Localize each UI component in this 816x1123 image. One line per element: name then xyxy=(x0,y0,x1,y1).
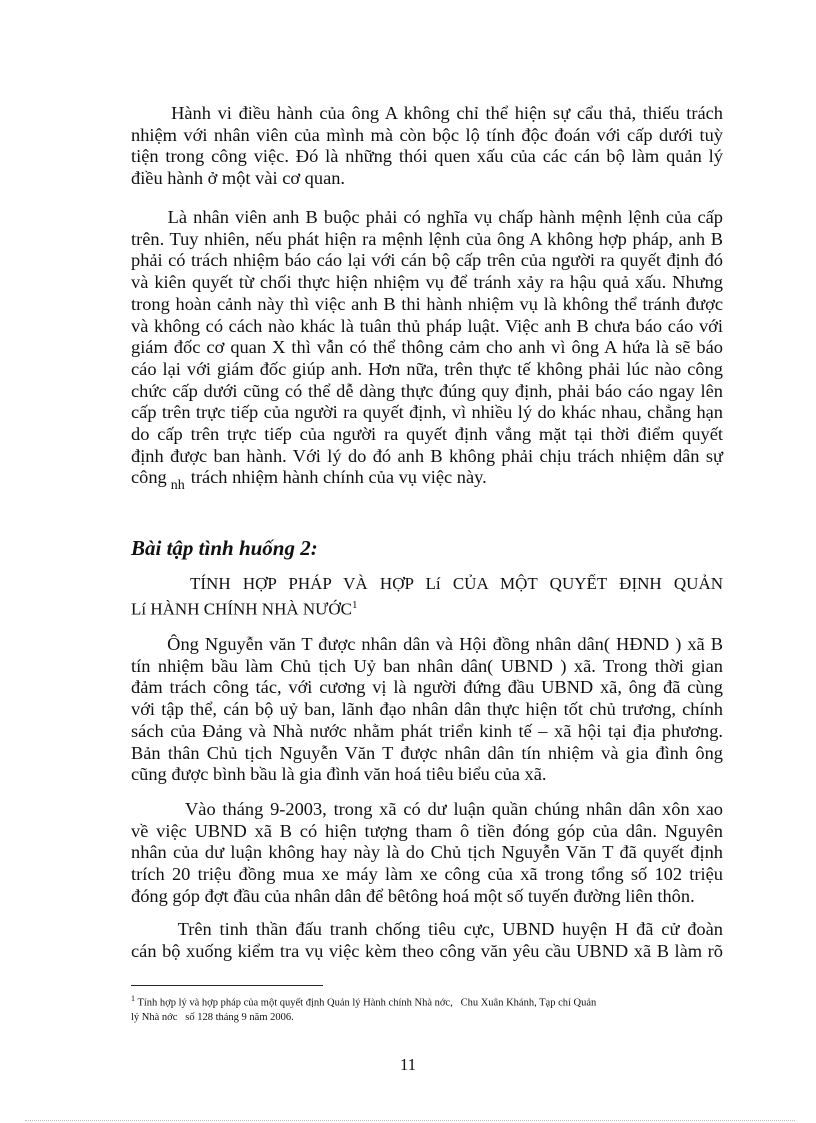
text-line: đóng góp đợt đầu của nhân dân để bêtông hoá một số tuyến đường liên thôn. xyxy=(131,885,695,906)
page-bottom-border xyxy=(25,1120,795,1121)
footnote-line xyxy=(131,992,731,1011)
text-line: định được ban hành. Với lý do đó anh B không phải chịu trách nhiệm dân sự xyxy=(131,445,723,466)
text-line: Trên tinh thần đấu tranh chống tiêu cực, UBND huyện H đã cử đoàn xyxy=(131,919,723,939)
text-line: Bản thân Chủ tịch Nguyễn Văn T được nhân dân tín nhiệm và gia đình ông xyxy=(131,742,723,763)
text-line: trên. Tuy nhiên, nếu phát hiện ra mệnh lệnh của ông A không hợp pháp, anh B xyxy=(131,228,723,249)
paragraph-2 xyxy=(131,207,723,494)
text-fragment: trách nhiệm hành chính của vụ việc này. xyxy=(190,467,487,488)
text-line: do cấp trên trực tiếp của người ra quyết định vắng mặt tại thời điểm quyết xyxy=(131,424,723,445)
text-line: nhiệm với nhân viên của mình mà còn bộc lộ tính độc đoán với cấp dưới tuỳ xyxy=(131,124,723,145)
paragraph-3 xyxy=(131,634,723,786)
text-line: Vào tháng 9-2003, trong xã có dư luận quần chúng nhân dân xôn xao xyxy=(131,799,723,819)
text-line: và kiên quyết từ chối thực hiện nhiệm vụ để tránh xảy ra hậu quả xấu. Nhưng xyxy=(131,272,723,293)
text-line: cấp trên trực tiếp của người ra quyết định, vì nhiều lý do khác nhau, chẳng hạn xyxy=(131,402,723,423)
text-line: và không có cách nào khác là tuân thủ pháp luật. Việc anh B chưa báo cáo với xyxy=(131,315,723,336)
text-line: Là nhân viên anh B buộc phải có nghĩa vụ chấp hành mệnh lệnh của cấp xyxy=(131,207,723,227)
footnote xyxy=(131,992,731,1025)
text-line: cáo lại với giám đốc giúp anh. Hơn nữa, trên thực tế không phải lúc nào công xyxy=(131,358,723,379)
text-line: về việc UBND xã B có hiện tượng tham ô tiền đóng góp của dân. Nguyên xyxy=(131,820,723,841)
paragraph-4 xyxy=(131,799,723,908)
title-text: Lí HÀNH CHÍNH NHÀ NƯỚC xyxy=(131,599,352,619)
text-line: giám đốc cơ quan X thì vẫn có thể thông cảm cho anh vì ông A hứa là sẽ báo xyxy=(131,337,723,358)
paragraph-1 xyxy=(131,103,723,190)
text-line: cũng được bình bầu là gia đình văn hoá tiêu biểu của xã. xyxy=(131,764,547,785)
text-line: cán bộ xuống kiểm tra vụ việc kèm theo công văn yêu cầu UBND xã B làm rõ xyxy=(131,940,723,961)
text-line: trích 20 triệu đồng mua xe máy làm xe công của xã trong tổng số 102 triệu xyxy=(131,864,723,885)
text-line: sách của Đảng và Nhà nước nhằm phát triển kinh tế – xã hội tại địa phương. xyxy=(131,720,723,741)
text-line: Hành vi điều hành của ông A không chỉ thể hiện sự cẩu thả, thiếu trách xyxy=(131,103,723,123)
footnote-text: Tính hợp lý và hợp pháp của một quyết định Quản lý Hành chính Nhà nớc, Chu Xuân Khánh, Tạp chí Quản xyxy=(137,997,597,1009)
text-line: phải có trách nhiệm báo cáo lại với cán bộ cấp trên của người ra quyết định đó xyxy=(131,250,723,271)
footnote-separator xyxy=(131,985,323,986)
title-line xyxy=(131,595,723,620)
text-line: trong hoàn cảnh này thì việc anh B thi hành nhiệm vụ là không thể tránh được xyxy=(131,293,723,314)
subscript-fragment: nh xyxy=(170,478,185,494)
text-line: Ông Nguyễn văn T được nhân dân và Hội đồng nhân dân( HĐND ) xã B xyxy=(131,634,723,654)
text-line: nhân của dư luận không hay này là do Chủ tịch Nguyễn Văn T đã quyết định xyxy=(131,842,723,863)
text-line xyxy=(131,467,723,494)
page-number: 11 xyxy=(399,1055,417,1074)
text-line: đảm trách công tác, với cương vị là người đứng đầu UBND xã, ông đã cùng xyxy=(131,677,723,698)
footnote-reference[interactable]: 1 xyxy=(351,598,358,611)
text-line: tín nhiệm bầu làm Chủ tịch Uỷ ban nhân dân( UBND ) xã. Trong thời gian xyxy=(131,655,723,676)
case-title xyxy=(131,573,723,620)
exercise-heading: Bài tập tình huống 2: xyxy=(131,536,318,560)
paragraph-5 xyxy=(131,919,723,962)
text-line: điều hành ở một vài cơ quan. xyxy=(131,168,346,189)
text-fragment: công xyxy=(131,467,167,488)
text-line: chức cấp dưới cũng có thể dễ dàng thực đúng quy định, phải báo cáo ngay lên xyxy=(131,380,723,401)
footnote-line: lý Nhà nớc số 128 tháng 9 năm 2006. xyxy=(131,1011,294,1023)
text-line: tiện trong công việc. Đó là những thói quen xấu của các cán bộ làm quản lý xyxy=(131,146,723,167)
title-line: TÍNH HỢP PHÁP VÀ HỢP Lí CỦA MỘT QUYẾT ĐỊNH QUẢN xyxy=(190,574,723,593)
text-line: với tập thể, cán bộ uỷ ban, lãnh đạo nhân dân thực hiện tốt chủ trương, chính xyxy=(131,699,723,720)
footnote-number: 1 xyxy=(131,994,135,1003)
